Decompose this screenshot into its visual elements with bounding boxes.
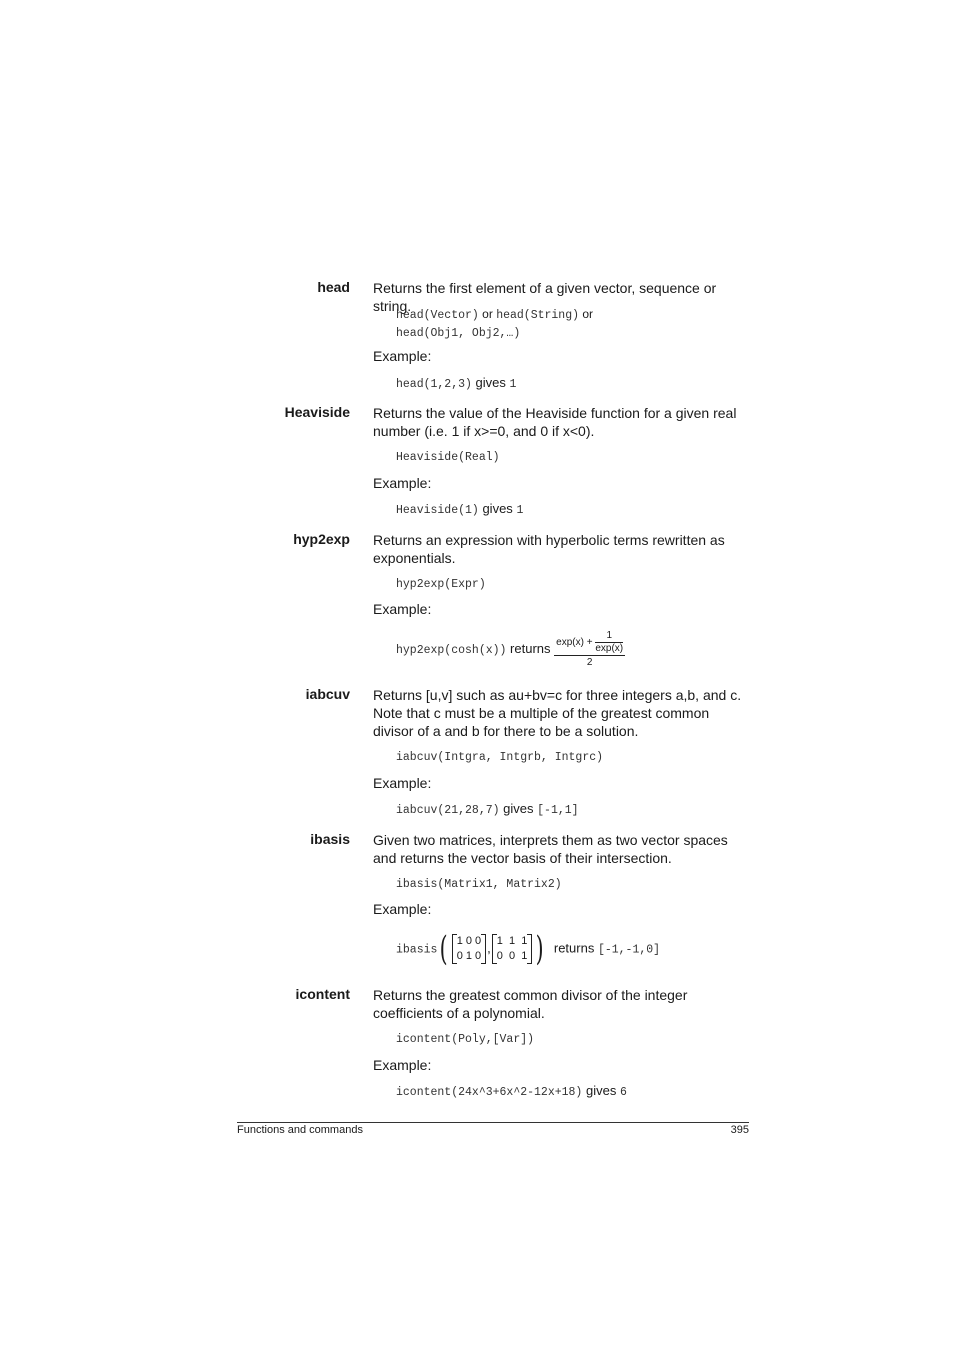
fraction-denominator: 2	[554, 655, 625, 669]
matrix-row: 1 0 0	[456, 935, 482, 947]
syntax-connector: or	[482, 307, 493, 321]
example-word: gives	[503, 801, 534, 816]
description-hyp2exp: Returns an expression with hyperbolic terms rewritten as exponentials.	[373, 532, 725, 566]
right-paren-icon: )	[536, 929, 544, 969]
example-head	[396, 375, 516, 391]
term-iabcuv: iabcuv	[305, 686, 350, 702]
example-label: Example:	[373, 601, 432, 617]
matrix-row: 0 0 1	[496, 950, 528, 962]
example-result: 1	[509, 378, 517, 391]
matrix-2	[492, 934, 533, 964]
syntax-code: iabcuv(Intgra, Intgrb, Intgrc)	[396, 751, 604, 764]
syntax-code: icontent(Poly,[Var])	[396, 1033, 535, 1046]
example-label: Example:	[373, 1057, 432, 1073]
example-iabcuv	[396, 801, 579, 817]
fraction-term: exp(x) +	[556, 637, 593, 649]
term-hyp2exp: hyp2exp	[293, 531, 350, 547]
example-code: iabcuv(21,28,7)	[396, 804, 500, 817]
example-result: [-1,-1,0]	[597, 943, 661, 957]
inner-numerator: 1	[606, 630, 612, 641]
description-head: Returns the first element of a given vector, sequence or string.	[373, 280, 717, 314]
inner-fraction	[595, 630, 623, 655]
footer-divider	[237, 1122, 749, 1123]
footer-section-title: Functions and commands	[237, 1124, 363, 1136]
example-code: head(1,2,3)	[396, 378, 472, 391]
example-word: gives	[475, 375, 506, 390]
syntax-code: head(Vector)	[396, 309, 479, 322]
example-code: ibasis	[396, 943, 438, 957]
syntax-hyp2exp	[396, 575, 756, 593]
description-heaviside: Returns the value of the Heaviside function for a given real number (i.e. 1 if x>=0, and 0 if x<0).	[373, 405, 737, 439]
syntax-connector: or	[582, 307, 594, 321]
example-word: returns	[510, 640, 551, 656]
term-ibasis: ibasis	[310, 831, 350, 847]
term-head: head	[317, 279, 350, 295]
example-word: gives	[585, 1083, 617, 1098]
example-word: returns	[553, 940, 595, 956]
example-result: 1	[516, 504, 524, 517]
syntax-head	[396, 306, 756, 342]
term-icontent: icontent	[295, 986, 350, 1002]
example-label: Example:	[373, 475, 432, 491]
syntax-ibasis	[396, 875, 756, 893]
example-label: Example:	[373, 901, 432, 917]
matrix-row: 0 1 0	[456, 950, 482, 962]
page-number: 395	[730, 1124, 749, 1136]
example-code: hyp2exp(cosh(x))	[396, 643, 507, 657]
example-hyp2exp	[396, 630, 625, 669]
syntax-code: ibasis(Matrix1, Matrix2)	[396, 878, 562, 891]
syntax-code: Heaviside(Real)	[396, 451, 500, 464]
syntax-icontent	[396, 1030, 756, 1048]
syntax-code: hyp2exp(Expr)	[396, 578, 486, 591]
syntax-iabcuv	[396, 748, 756, 766]
example-heaviside	[396, 501, 523, 517]
matrix-row: 1 1 1	[496, 935, 528, 947]
example-result: [-1,1]	[537, 804, 579, 817]
example-code: Heaviside(1)	[396, 504, 479, 517]
syntax-code: head(String)	[496, 309, 580, 322]
inner-denominator: exp(x)	[595, 643, 624, 654]
matrix-1	[452, 934, 486, 964]
description-icontent: Returns the greatest common divisor of the integer coefficients of a polynomial.	[373, 987, 688, 1021]
left-paren-icon: (	[440, 929, 449, 969]
syntax-heaviside	[396, 448, 756, 466]
example-result: 6	[619, 1086, 627, 1099]
example-word: gives	[482, 501, 513, 516]
example-label: Example:	[373, 775, 432, 791]
description-ibasis: Given two matrices, interprets them as two vector spaces and returns the vector basis of their intersection.	[373, 832, 728, 866]
example-icontent	[396, 1083, 627, 1099]
example-ibasis: ibasis( 1 0 0 0 1 0 , 1 1 1 0 0 1 ) returns [-1,-1,0]	[396, 929, 661, 969]
term-heaviside: Heaviside	[284, 404, 350, 420]
syntax-code: head(Obj1, Obj2,…)	[396, 327, 521, 340]
result-fraction	[554, 630, 625, 669]
example-label: Example:	[373, 348, 432, 364]
example-code: icontent(24x^3+6x^2-12x+18)	[396, 1086, 583, 1099]
description-iabcuv: Returns [u,v] such as au+bv=c for three integers a,b, and c. Note that c must be a multiple of the greatest common divisor of a and b for there to be a solution.	[373, 687, 742, 739]
